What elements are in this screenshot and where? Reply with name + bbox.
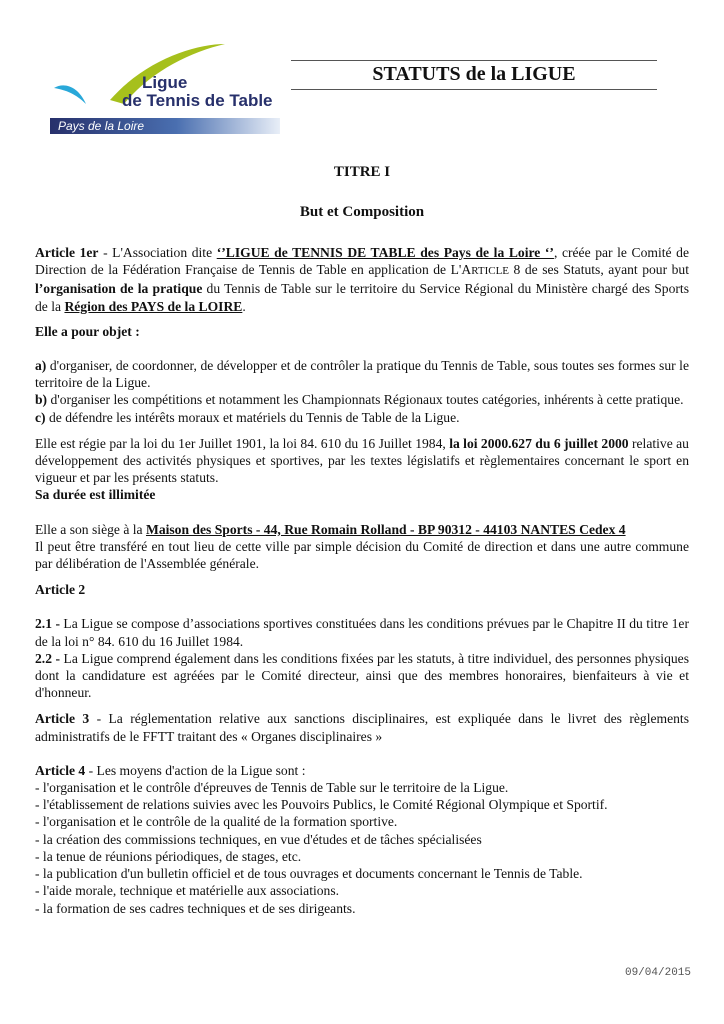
titre-subtitle: But et Composition [299,204,425,220]
objet-item-c [35,409,689,426]
article-2-label: Article 2 [35,582,86,598]
logo-region-label: Pays de la Loire [58,119,145,133]
objet-b-text: d'organiser les compétitions et notamment les Championnats Régionaux toutes catégories, inhérents à cette pratique. [47,392,684,408]
header-rule-top [291,60,657,61]
objet-a-text: d'organiser, de coordonner, de développer et de contrôler la pratique du Tennis de Table, sous toutes ses formes sur le territoire de la Ligue. [35,358,689,391]
article-4-label: Article 4 [35,762,86,778]
objet-a-label: a) [35,358,47,374]
article-2-2-paragraph [35,650,689,702]
region-name: Région des PAYS de la LOIRE [64,298,243,314]
list-item: - l'organisation et le contrôle de la qualité de la formation sportive. [35,814,398,830]
titre-label: TITRE I [333,164,391,180]
objet-heading-paragraph [35,323,689,340]
footer-date: 09/04/2015 [624,967,691,979]
article-ref-smallcaps: RTICLE [471,265,510,278]
list-item: - la tenue de réunions périodiques, de stages, etc. [35,848,302,864]
list-item: - la formation de ses cadres techniques et de ses dirigeants. [35,900,356,916]
article-1-text-3: 8 de ses Statuts, ayant pour but [509,262,689,278]
objet-b-label: b) [35,392,48,408]
article-3-text: - La réglementation relative aux sanctions disciplinaires, est expliquée dans le livret des règlements administratifs de le FFTT traitant des « Organes disciplinaires » [35,711,689,744]
document-body [35,244,689,917]
siege-text-2: Il peut être transféré en tout lieu de cette ville par simple décision du Comité de direction et dans une autre commune par délibération de l'Assemblée générale. [35,538,689,572]
siege-paragraph [35,521,689,538]
article-2-1-text: La Ligue se compose d’associations sportives constituées dans les conditions prévues par le Chapitre II du titre 1er de la loi n° 84. 610 du 16 Juillet 1984. [35,616,689,649]
article-1-text-2: , créée par le Comité de Direction de la Fédération Française de Tennis de Table en application de [35,245,690,278]
article-1-label: Article 1er [35,245,99,260]
logo-region-band [50,118,280,134]
list-item: - l'organisation et le contrôle d'épreuves de Tennis de Table sur le territoire de la Ligue. [35,780,509,796]
siege-transfer-paragraph [35,538,689,572]
list-item: - l'aide morale, technique et matérielle aux associations. [35,883,340,899]
article-2-heading [35,581,689,598]
siege-text-1: Elle a son siège à la [35,521,146,537]
article-ref-initial: L'A [450,262,472,278]
header-rule-bottom [291,89,657,90]
list-item: - la création des commissions techniques, en vue d'études et de tâches spécialisées [35,831,482,847]
article-1-text-5: . [242,298,246,314]
logo-line-name: de Tennis de Table [122,91,273,110]
logo-line-ligue: Ligue [142,73,188,92]
duree-paragraph [35,486,689,503]
list-item: - l'établissement de relations suivies avec les Pouvoirs Publics, le Comité Régional Olympique et Sportif. [35,797,608,813]
list-item: - la publication d'un bulletin officiel et de tous ouvrages et documents concernant le Tennis de Table. [35,866,583,882]
article-2-1-paragraph [35,615,689,649]
article-1-text-4: du Tennis de Table sur le territoire du Service Régional du Ministère chargé des Sports de la [35,281,689,314]
article-1-text-1: - L'Association dite [98,245,217,260]
objet-c-text: de défendre les intérêts moraux et matériels du Tennis de Table de la Ligue. [45,409,460,425]
loi-paragraph [35,435,689,487]
article-2-2-text: La Ligue comprend également dans les conditions fixées par les statuts, à titre individuel, des personnes physiques dont la candidature est agréées par le Comité directeur, ainsi que des membres honoraires, bienfaiteurs à vie et d'honneur. [35,650,689,701]
association-name: ‘’LIGUE de TENNIS DE TABLE des Pays de la Loire ‘’ [216,245,554,260]
article-2-2-label: 2.2 - [35,650,61,666]
article-4-intro-text: - Les moyens d'action de la Ligue sont : [85,762,306,778]
siege-address: Maison des Sports - 44, Rue Romain Rolland - BP 90312 - 44103 NANTES Cedex 4 [145,521,626,537]
page-title: STATUTS de la LIGUE [372,63,576,85]
article-3-label: Article 3 [35,711,90,727]
league-logo [50,42,290,134]
duree-text: Sa durée est illimitée [35,487,156,503]
objet-item-b [35,391,689,408]
purpose-text: l’organisation de la pratique [35,281,203,297]
loi-text-2: relative au développement des activités physiques et sportives, par les textes législatifs et règlementaires concernant le sport en vigueur et par les présents statuts. [35,435,689,486]
loi-bold: la loi 2000.627 du 6 juillet 2000 [449,435,629,451]
article-3-paragraph [35,710,689,744]
article-2-1-label: 2.1 - [35,616,60,632]
loi-text-1: Elle est régie par la loi du 1er Juillet 1901, la loi 84. 610 du 16 Juillet 1984, [35,435,450,451]
objet-heading: Elle a pour objet : [35,323,140,339]
objet-item-a [35,357,689,391]
objet-c-label: c) [35,409,46,425]
article-4-intro [35,762,689,779]
article-1-paragraph [35,244,689,315]
